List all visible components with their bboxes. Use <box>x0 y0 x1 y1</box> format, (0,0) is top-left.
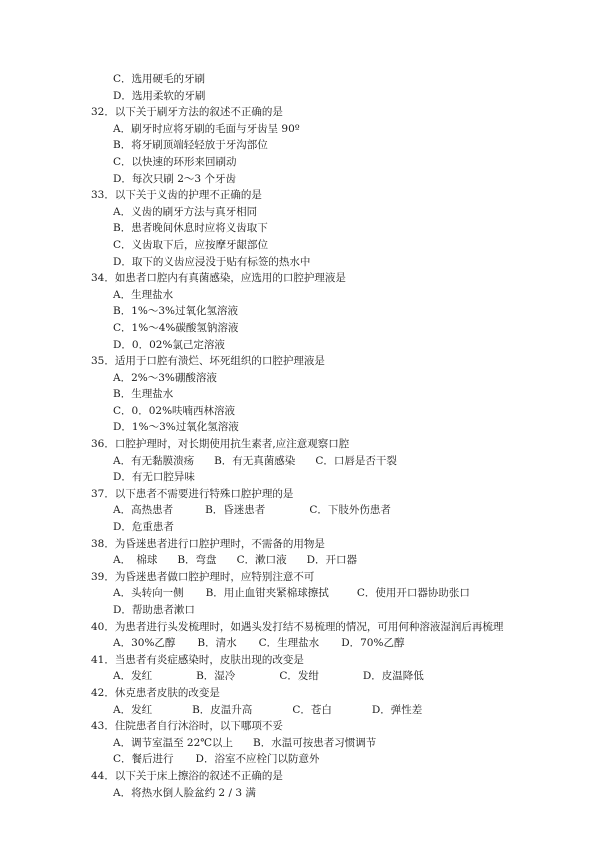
answer-option-line <box>0 171 600 188</box>
answer-option-line <box>0 71 600 88</box>
answer-option-line <box>0 137 600 154</box>
option-text: A．有无黏膜溃疡 <box>113 454 195 467</box>
option-text: B．将牙刷顶端轻轻放于牙沟部位 <box>113 139 268 152</box>
question-stem <box>0 652 600 669</box>
option-text: D．开口器 <box>306 554 358 567</box>
option-text: B．用止血钳夹紧棉球擦拭 <box>205 587 329 600</box>
option-text: A．发红 <box>113 703 153 716</box>
option-text: D．1%～3%过氧化氢溶液 <box>113 421 239 434</box>
question-stem <box>0 187 600 204</box>
option-text: C．餐后进行 <box>113 753 174 766</box>
answer-option-line <box>0 220 600 237</box>
question-stem <box>0 768 600 785</box>
answer-option-line <box>0 154 600 171</box>
option-text: C．发绀 <box>279 670 319 683</box>
option-text: B．有无真菌感染 <box>214 454 296 467</box>
question-text: 36．口腔护理时，对长期使用抗生素者,应注意观察口腔 <box>91 438 350 451</box>
option-text: A．30%乙醇 <box>113 637 176 650</box>
answer-option-line <box>0 287 600 304</box>
option-text: A．发红 <box>113 670 153 683</box>
answer-option-line <box>0 469 600 486</box>
option-text: A．高热患者 <box>113 504 174 517</box>
option-text: A．生理盐水 <box>113 288 174 301</box>
answer-option-line <box>0 453 600 470</box>
option-text: A． 棉球 <box>113 554 158 567</box>
answer-option-line <box>0 121 600 138</box>
answer-option-line <box>0 502 600 519</box>
question-text: 33．以下关于义齿的护理不正确的是 <box>91 189 262 202</box>
option-text: B．湿冷 <box>196 670 236 683</box>
option-text: C．口唇是否干裂 <box>315 454 397 467</box>
answer-option-line <box>0 635 600 652</box>
question-stem <box>0 718 600 735</box>
answer-option-line <box>0 386 600 403</box>
option-text: D．帮助患者漱口 <box>113 604 195 616</box>
question-list <box>0 71 600 801</box>
answer-option-line <box>0 668 600 685</box>
answer-option-line <box>0 735 600 752</box>
answer-option-line <box>0 552 600 569</box>
answer-option-line <box>0 585 600 602</box>
option-text: D．取下的义齿应浸没于贴有标签的热水中 <box>113 255 311 268</box>
question-text: 38．为昏迷患者进行口腔护理时，不需备的用物是 <box>91 537 325 550</box>
option-text: D．每次只刷 2～3 个牙齿 <box>113 172 236 185</box>
question-text: 39．为昏迷患者做口腔护理时，应特别注意不可 <box>91 570 315 583</box>
option-text: A．刷牙时应将牙刷的毛面与牙齿呈 90º <box>113 122 300 135</box>
question-text: 42．休克患者皮肤的改变是 <box>91 686 220 699</box>
answer-option-line <box>0 702 600 719</box>
option-text: D．皮温降低 <box>362 670 424 683</box>
answer-option-line <box>0 204 600 221</box>
option-text: C．生理盐水 <box>258 637 320 650</box>
question-text: 41．当患者有炎症感染时，皮肤出现的改变是 <box>91 653 304 666</box>
answer-option-line <box>0 237 600 254</box>
option-text: A．头转向一侧 <box>113 587 184 600</box>
option-text: B．清水 <box>197 637 237 650</box>
question-stem <box>0 619 600 636</box>
question-stem <box>0 569 600 586</box>
question-text: 44．以下关于床上擦浴的叙述不正确的是 <box>91 769 283 782</box>
answer-option-line <box>0 785 600 802</box>
option-text: C．义齿取下后，应按摩牙龈部位 <box>113 238 269 251</box>
option-text: A．2%～3%硼酸溶液 <box>113 371 217 384</box>
option-text: D．危重患者 <box>113 521 174 534</box>
answer-option-line <box>0 337 600 354</box>
question-text: 34．如患者口腔内有真菌感染，应选用的口腔护理液是 <box>91 272 346 285</box>
question-stem <box>0 104 600 121</box>
answer-option-line <box>0 403 600 420</box>
question-stem <box>0 270 600 287</box>
option-text: D．浴室不应栓门以防意外 <box>195 753 320 766</box>
answer-option-line <box>0 602 600 619</box>
option-text: B．皮温升高 <box>192 703 253 716</box>
answer-option-line <box>0 88 600 105</box>
question-stem <box>0 353 600 370</box>
option-text: D．0．02%氯己定溶液 <box>113 338 225 351</box>
answer-option-line <box>0 254 600 271</box>
question-text: 32．以下关于刷牙方法的叙述不正确的是 <box>91 106 283 119</box>
option-text: B．水温可按患者习惯调节 <box>253 736 377 749</box>
option-text: C．使用开口器协助张口 <box>356 587 470 600</box>
option-text: C．以快速的环形来回刷动 <box>113 155 237 168</box>
option-text: C．漱口液 <box>236 554 287 567</box>
question-stem <box>0 436 600 453</box>
question-stem <box>0 685 600 702</box>
question-text: 40．为患者进行头发梳理时，如遇头发打结不易梳理的情况，可用何种溶液湿润后再梳理 <box>91 620 504 633</box>
option-text: D．有无口腔异味 <box>113 471 195 484</box>
option-text: A．义齿的刷牙方法与真牙相同 <box>113 205 258 218</box>
option-text: C．苍白 <box>292 703 332 716</box>
option-text: C．1%～4%碳酸氢钠溶液 <box>113 321 239 334</box>
option-text: A．调节室温至 22℃以上 <box>113 736 234 749</box>
option-text: B．生理盐水 <box>113 388 174 401</box>
answer-option-line <box>0 419 600 436</box>
option-text: A．将热水倒人脸盆约 2 / 3 满 <box>113 786 256 799</box>
option-text: B．弯盘 <box>177 554 217 567</box>
answer-option-line <box>0 751 600 768</box>
answer-option-line <box>0 519 600 536</box>
question-stem <box>0 486 600 503</box>
question-stem <box>0 536 600 553</box>
option-text: D．70%乙醇 <box>341 637 405 650</box>
option-text: C．0．02%呋喃西林溶液 <box>113 404 236 417</box>
option-text: B．患者晚间休息时应将义齿取下 <box>113 222 268 235</box>
question-text: 35．适用于口腔有溃烂、坏死组织的口腔护理液是 <box>91 355 325 368</box>
answer-option-line <box>0 303 600 320</box>
option-text: D．弹性差 <box>371 703 423 716</box>
answer-option-line <box>0 370 600 387</box>
question-text: 43．住院患者自行沐浴时，以下哪项不妥 <box>91 720 283 733</box>
option-text: B．1%～3%过氧化氢溶液 <box>113 305 239 318</box>
question-text: 37．以下患者不需要进行特殊口腔护理的是 <box>91 487 294 500</box>
option-text: B．昏迷患者 <box>205 504 266 517</box>
option-text: C．选用硬毛的牙刷 <box>113 73 206 85</box>
answer-option-line <box>0 320 600 337</box>
option-text: C．下肢外伤患者 <box>309 504 391 517</box>
option-text: D．选用柔软的牙刷 <box>113 89 206 102</box>
